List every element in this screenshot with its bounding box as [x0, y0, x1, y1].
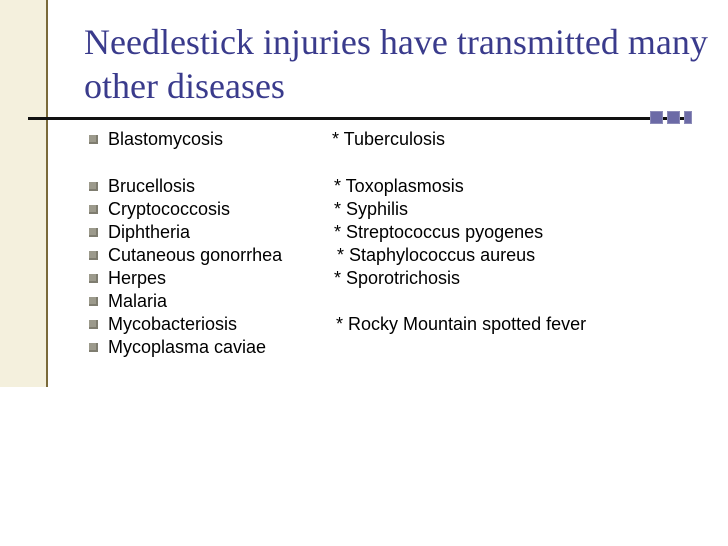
disease-left: Mycoplasma caviae: [108, 337, 267, 357]
disease-right: * Streptococcus pyogenes: [334, 222, 544, 242]
disease-right: * Staphylococcus aureus: [337, 245, 536, 265]
disease-right: * Rocky Mountain spotted fever: [336, 314, 587, 334]
decor-square: [650, 111, 663, 124]
list-item: [89, 290, 709, 313]
square-bullet-icon: [89, 228, 98, 237]
square-bullet-icon: [89, 251, 98, 260]
disease-right: * Syphilis: [334, 199, 409, 219]
list-item: [89, 128, 709, 151]
square-bullet-icon: [89, 274, 98, 283]
square-bullet-icon: [89, 343, 98, 352]
disease-right: * Tuberculosis: [332, 129, 446, 149]
slide-title: Needlestick injuries have transmitted many other diseases: [84, 22, 708, 106]
list-item: [89, 175, 709, 198]
list-item: [89, 336, 709, 359]
list-item: [89, 313, 709, 336]
disease-list: [89, 128, 709, 359]
disease-left: Blastomycosis: [108, 129, 224, 149]
list-item: [89, 244, 709, 267]
square-bullet-icon: [89, 205, 98, 214]
title-underline: [28, 117, 692, 120]
square-bullet-icon: [89, 320, 98, 329]
left-decor-band: [0, 0, 46, 387]
square-bullet-icon: [89, 135, 98, 144]
list-item: [89, 198, 709, 221]
left-decor-line: [46, 0, 48, 387]
disease-left: Cutaneous gonorrhea: [108, 245, 283, 265]
disease-left: Herpes: [108, 268, 167, 288]
disease-left: Malaria: [108, 291, 168, 311]
disease-right: * Toxoplasmosis: [334, 176, 464, 196]
disease-left: Mycobacteriosis: [108, 314, 238, 334]
list-item: [89, 221, 709, 244]
square-bullet-icon: [89, 182, 98, 191]
disease-left: Brucellosis: [108, 176, 196, 196]
decor-square: [667, 111, 680, 124]
disease-left: Diphtheria: [108, 222, 191, 242]
disease-left: Cryptococcosis: [108, 199, 231, 219]
disease-right: * Sporotrichosis: [334, 268, 461, 288]
square-bullet-icon: [89, 297, 98, 306]
decor-square: [684, 111, 692, 124]
list-item: [89, 267, 709, 290]
